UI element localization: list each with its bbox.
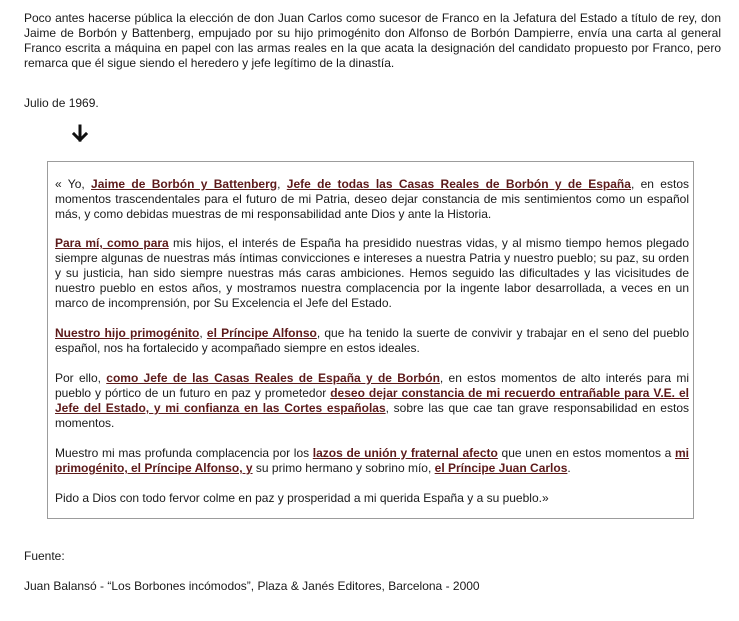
text: , en estos momentos trascendentales para el futuro de mi Patria, deseo dejar constancia de mis sentimientos como un español más, y como debidas muestras de mi responsabilidad ante Dios y ante la Historia. [55, 177, 689, 221]
text: , sobre las que cae tan grave responsabilidad en estos momentos. [55, 401, 689, 430]
link-principe-juan-carlos[interactable]: el Príncipe Juan Carlos [434, 461, 568, 475]
intro-paragraph: Poco antes hacerse pública la elección de don Juan Carlos como sucesor de Franco en la Jefatura del Estado a título de rey, don Jaime de Borbón y Battenberg, empujado por su hijo primogénito don Alfonso de Borbón Dampierre, envía una carta al general Franco escrita a máquina en papel con las armas reales en la que acata la designación del candidato propuesto por Franco, pero remarca que él sigue siendo el heredero y jefe legítimo de la dinastía. [24, 11, 721, 70]
arrow-down-icon [70, 124, 90, 144]
letter-paragraph-3 [55, 326, 689, 356]
text: Muestro mi mas profunda complacencia por los [55, 446, 313, 460]
text: , [277, 177, 287, 191]
text: « Yo, [55, 177, 92, 191]
letter-paragraph-5 [55, 446, 689, 476]
text: que unen en estos momentos a [497, 446, 675, 460]
letter-paragraph-4 [55, 371, 689, 431]
text: mis hijos, el interés de España ha presidido nuestras vidas, y al mismo tiempo hemos plegado siempre algunas de nuestras más íntimas convicciones e intereses a nuestra Patria y nuestro pueblo; su paz, su orden y su justicia, han sido siempre nuestras más caras ambiciones. Hemos seguido las dificultades y las vicisitudes de nuestro pueblo en estos años, y mostramos nuestra complacencia por la ingente labor desarrollada, a veces en un marco de incomprensión, por Su Excelencia el Jefe del Estado. [55, 236, 689, 310]
link-recuerdo-entranable[interactable]: deseo dejar constancia de mi recuerdo entrañable para V.E. el Jefe del Estado, y mi confianza en las Cortes españolas [55, 386, 689, 415]
letter-paragraph-6 [55, 491, 689, 506]
link-lazos-de-union[interactable]: lazos de unión y fraternal afecto [312, 446, 498, 460]
text: Por ello, [55, 371, 107, 385]
letter-date: Julio de 1969. [24, 96, 99, 110]
link-jaime-de-borbon[interactable]: Jaime de Borbón y Battenberg [91, 177, 278, 191]
source-reference: Juan Balansó - “Los Borbones incómodos”, Plaza & Janés Editores, Barcelona - 2000 [24, 579, 480, 593]
link-hijo-primogenito[interactable]: Nuestro hijo primogénito [55, 326, 200, 340]
link-principe-alfonso[interactable]: el Príncipe Alfonso [206, 326, 317, 340]
letter-paragraph-1 [55, 177, 689, 222]
text: Pido a Dios con todo fervor colme en paz y prosperidad a mi querida España y a su pueblo.» [55, 491, 549, 505]
text: , en estos momentos de alto interés para mi pueblo y pórtico de un futuro en paz y prometedor [55, 371, 689, 400]
letter-paragraph-2 [55, 236, 689, 311]
link-jefe-casas-reales[interactable]: Jefe de todas las Casas Reales de Borbón y de España [286, 177, 631, 191]
text: su primo hermano y sobrino mío, [252, 461, 435, 475]
text: . [567, 461, 571, 475]
link-para-mi-como-para[interactable]: Para mí, como para [55, 236, 169, 250]
link-mi-primogenito[interactable]: mi primogénito, el Príncipe Alfonso, y [55, 446, 690, 475]
text: , [199, 326, 207, 340]
text: , que ha tenido la suerte de convivir y trabajar en el seno del pueblo español, nos ha fortalecido y acompañado siempre en estos ideales. [55, 326, 690, 355]
source-label: Fuente: [24, 549, 65, 563]
link-jefe-casas-reales-espana[interactable]: como Jefe de las Casas Reales de España y de Borbón [106, 371, 440, 385]
